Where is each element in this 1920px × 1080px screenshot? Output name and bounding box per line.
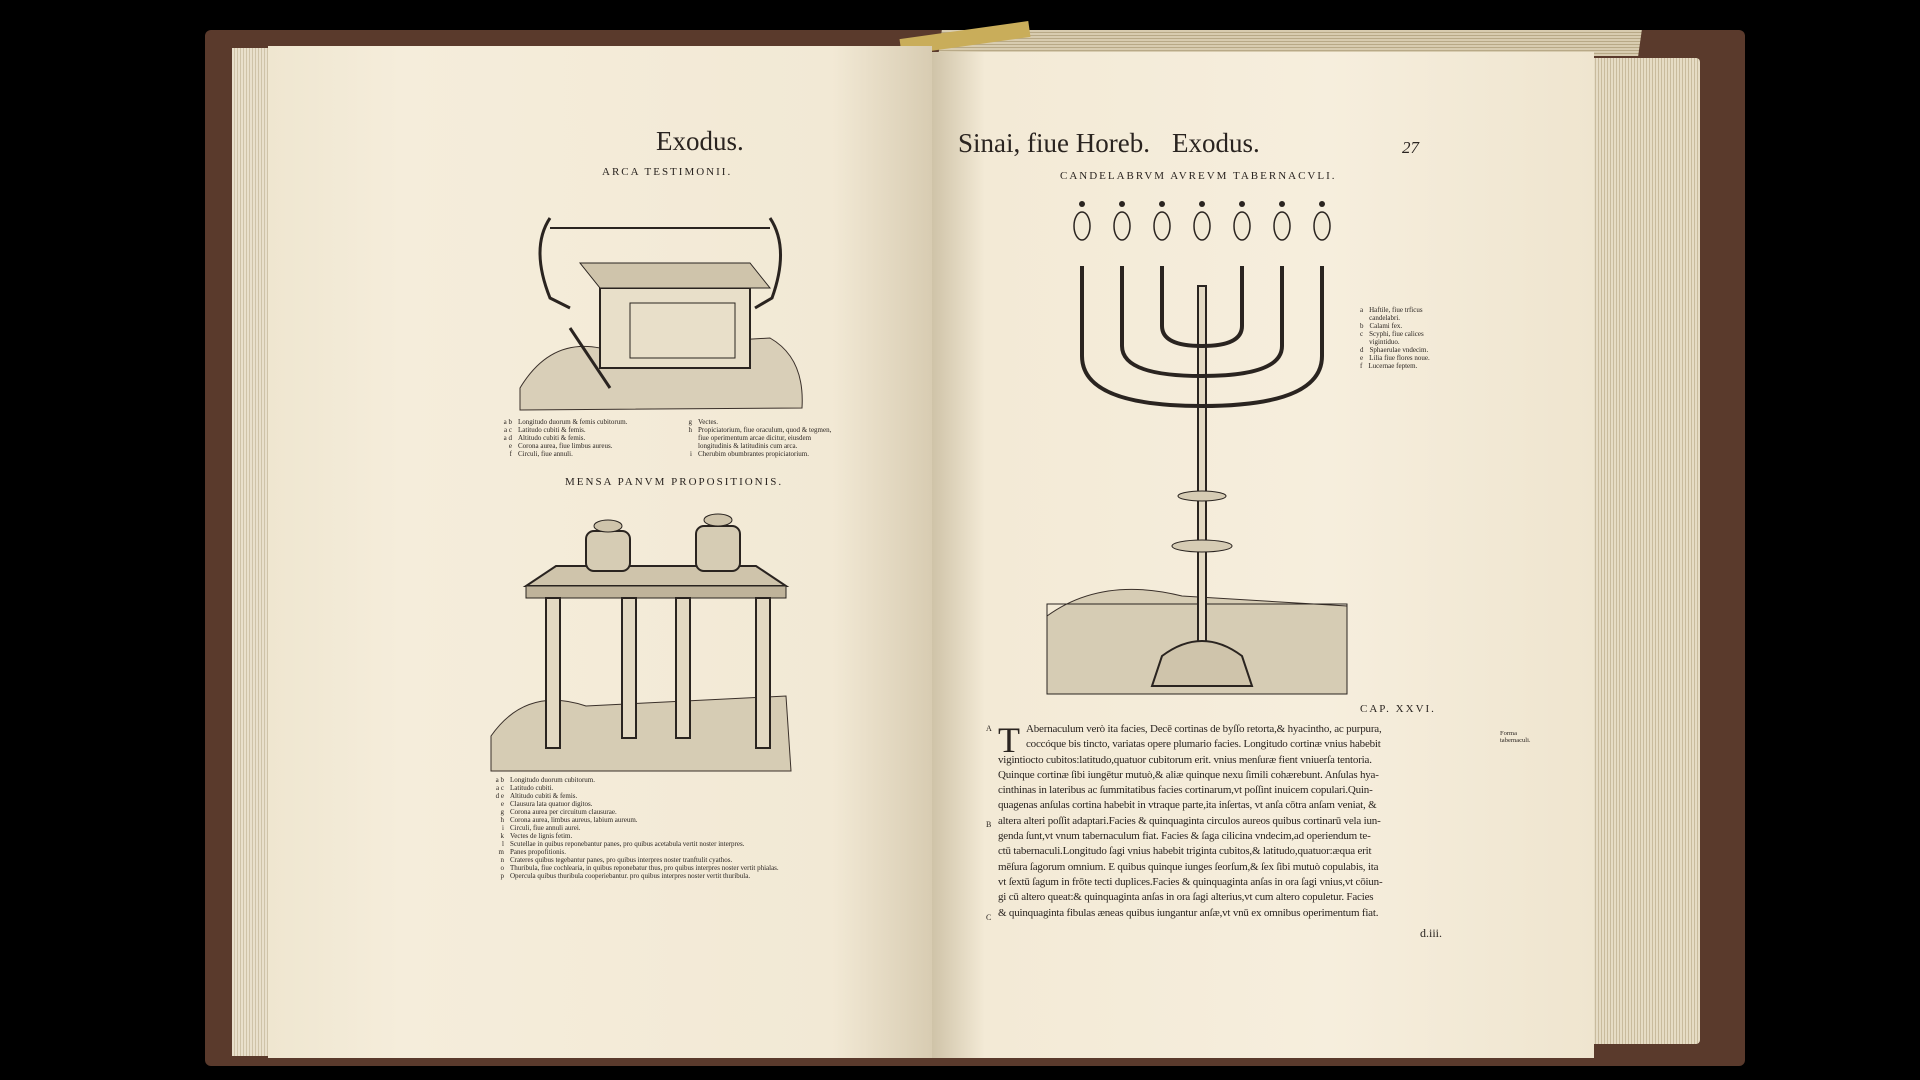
legend-key: i <box>690 450 692 458</box>
text-line: & quinquaginta fibulas æneas quibus iungantur anſæ,vt vnū ex omnibus operimentum fiat. <box>998 906 1379 919</box>
margin-letter: C <box>986 913 992 922</box>
legend-text: Vectes. <box>698 418 719 426</box>
legend-text: Propiciatorium, fiue oraculum, quod & tegmen, fiue operimentum arcae dicitur, eiusdem longitudinis & latitudinis cum arca. <box>698 426 832 450</box>
legend-text: Lilia fiue flores noue. <box>1369 354 1430 362</box>
legend-text: Circuli, fiue annuli. <box>518 450 573 458</box>
legend-text: Circuli, fiue annuli aurei. <box>510 824 581 832</box>
legend-text: Vectes de lignis fetim. <box>510 832 573 840</box>
right-page-edges <box>1590 58 1700 1044</box>
legend-text: Altitudo cubiti & femis. <box>518 434 586 442</box>
legend-key: d e <box>495 792 504 800</box>
left-page-edges <box>232 48 272 1056</box>
text-line: altera alteri poſſit adaptari.Facies & quinquaginta circulos aureos quibus cortinarū vela iun- <box>998 814 1381 827</box>
legend-text: Latitudo cubiti. <box>510 784 554 792</box>
legend-text: Corona aurea, limbus aureus, labium aureum. <box>510 816 638 824</box>
legend-key: k <box>500 832 504 840</box>
legend-key: f <box>509 450 512 458</box>
figure-caption: ARCA TESTIMONII. <box>602 166 733 178</box>
legend-key: a c <box>496 784 504 792</box>
text-line: genda ſunt,vt vnum tabernaculum fiat. Facies & ſaga cilicina vndecim,ad operiendum te- <box>998 830 1371 843</box>
legend-key: f <box>1360 362 1363 370</box>
legend-key: a b <box>495 776 504 784</box>
table-illustration <box>486 506 796 776</box>
legend-key: h <box>688 426 692 434</box>
figure-legend <box>498 418 838 458</box>
text-line: Quinque cortinæ ſibi iungētur mutuò,& aliæ quinque nexu ſimili cohærebunt. Anſulas hya- <box>998 768 1379 781</box>
legend-text: Thuribula, fiue cochlearia, in quibus reponebatur thus, pro quibus interpres noster vertit phialas. <box>510 864 779 872</box>
legend-text: Crateres quibus tegebantur panes, pro quibus interpres noster tranftulit cyathos. <box>510 856 733 864</box>
legend-key: a b <box>503 418 512 426</box>
legend-text: Corona aurea per circuitum clausurae. <box>510 808 617 816</box>
legend-text: Scutellae in quibus reponebantur panes, pro quibus acetabula vertit noster interpres. <box>510 840 745 848</box>
figure-legend <box>490 776 830 880</box>
text-line: coccóque bis tincto, variatas opere plumario facies. Longitudo cortinæ vnius habebit <box>1026 738 1381 751</box>
text-line: quagenas anſulas cortina habebit in vtraque parte,ita inſertas, vt anſa cōtra anſam veniat, & <box>998 799 1377 812</box>
page-number: 27 <box>1402 138 1419 157</box>
margin-letter: B <box>986 820 992 829</box>
legend-text: Longitudo duorum cubitorum. <box>510 776 595 784</box>
legend-text: Sphaerulae vndecim. <box>1369 346 1429 354</box>
legend-key: d <box>1360 346 1364 354</box>
figure-caption: CANDELABRVM AVREVM TABERNACVLI. <box>1060 170 1337 182</box>
legend-text: Longitudo duorum & femis cubitorum. <box>518 418 628 426</box>
text-line: cinthinas in lateribus ac ſummitatibus facies cortinarum,vt poſſint inuicem copulari.Quin- <box>998 784 1373 797</box>
legend-text: Panes propofitionis. <box>510 848 566 856</box>
running-head: Exodus. <box>656 126 744 156</box>
legend-text: Calami fex. <box>1369 322 1403 330</box>
text-line: vigintiocto cubitos:latitudo,quatuor cubitorum erit. vnius menſuræ fient vniuerſa tentoria. <box>998 753 1372 766</box>
legend-text: Corona aurea, fiue limbus aureus. <box>518 442 613 450</box>
legend-key: e <box>1360 354 1364 362</box>
legend-key: a d <box>503 434 512 442</box>
legend-key: a c <box>504 426 512 434</box>
legend-key: i <box>502 824 504 832</box>
legend-key: n <box>500 856 504 864</box>
legend-text: Clausura lata quatuor digitos. <box>510 800 593 808</box>
running-head: Exodus. <box>1172 128 1260 158</box>
text-line: ctū tabernaculi.Longitudo ſagi vnius habebit triginta cubitos,& latitudo,quatuor:æqua erit <box>998 845 1372 858</box>
text-line: Abernaculum verò ita facies, Decē cortinas de byſſo retorta,& hyacintho, ac purpura, <box>1026 723 1382 735</box>
legend-key: e <box>500 800 504 808</box>
legend-text: Opercula quibus thuribula cooperiebantur. pro quibus interpres noster vertit thuribula. <box>510 872 751 880</box>
legend-key: p <box>500 872 504 880</box>
legend-text: Altitudo cubiti & femis. <box>510 792 578 800</box>
drop-cap: T <box>998 720 1020 760</box>
ark-illustration <box>510 188 810 416</box>
body-text <box>998 722 1488 921</box>
figure-caption: MENSA PANVM PROPOSITIONIS. <box>565 476 784 488</box>
legend-text: Haftile, fiue trficus candelabri. <box>1369 306 1423 322</box>
text-line: vt ſextū ſagum in frōte tecti duplices.Facies & quinquaginta anſas in ora ſagi vnius,vt cōiun- <box>998 875 1383 888</box>
legend-text: Lucernae feptem. <box>1368 362 1418 370</box>
text-line: gi cū altero queat:& quinquaginta anſas in ora ſagi alterius,vt cum altero copuletur. Facies <box>998 891 1374 904</box>
legend-text: Cherubim obumbrantes propiciatorium. <box>698 450 810 458</box>
text-line: mēſura ſagorum omnium. E quibus quinque iunges ſeorſum,& ſex ſibi mutuò copulabis, ita <box>998 860 1379 873</box>
legend-key: h <box>500 816 504 824</box>
margin-letter: A <box>986 724 992 733</box>
legend-key: m <box>498 848 504 856</box>
legend-key: a <box>1360 306 1364 314</box>
legend-key: b <box>1360 322 1364 330</box>
legend-key: e <box>508 442 512 450</box>
chapter-heading: CAP. XXVI. <box>1360 703 1436 715</box>
candelabrum-illustration <box>1042 196 1352 696</box>
running-head-left: Sinai, fiue Horeb. <box>958 128 1150 158</box>
legend-key: c <box>1360 330 1364 338</box>
figure-legend <box>1360 306 1430 370</box>
legend-text: Scyphi, fiue calices vigintiduo. <box>1369 330 1424 346</box>
legend-text: Latitudo cubiti & femis. <box>518 426 586 434</box>
margin-note: Forma tabernaculi. <box>1500 730 1531 744</box>
legend-key: g <box>500 808 504 816</box>
signature-mark: d.iii. <box>1420 926 1443 940</box>
legend-key: o <box>500 864 504 872</box>
legend-key: l <box>502 840 504 848</box>
legend-key: g <box>688 418 692 426</box>
